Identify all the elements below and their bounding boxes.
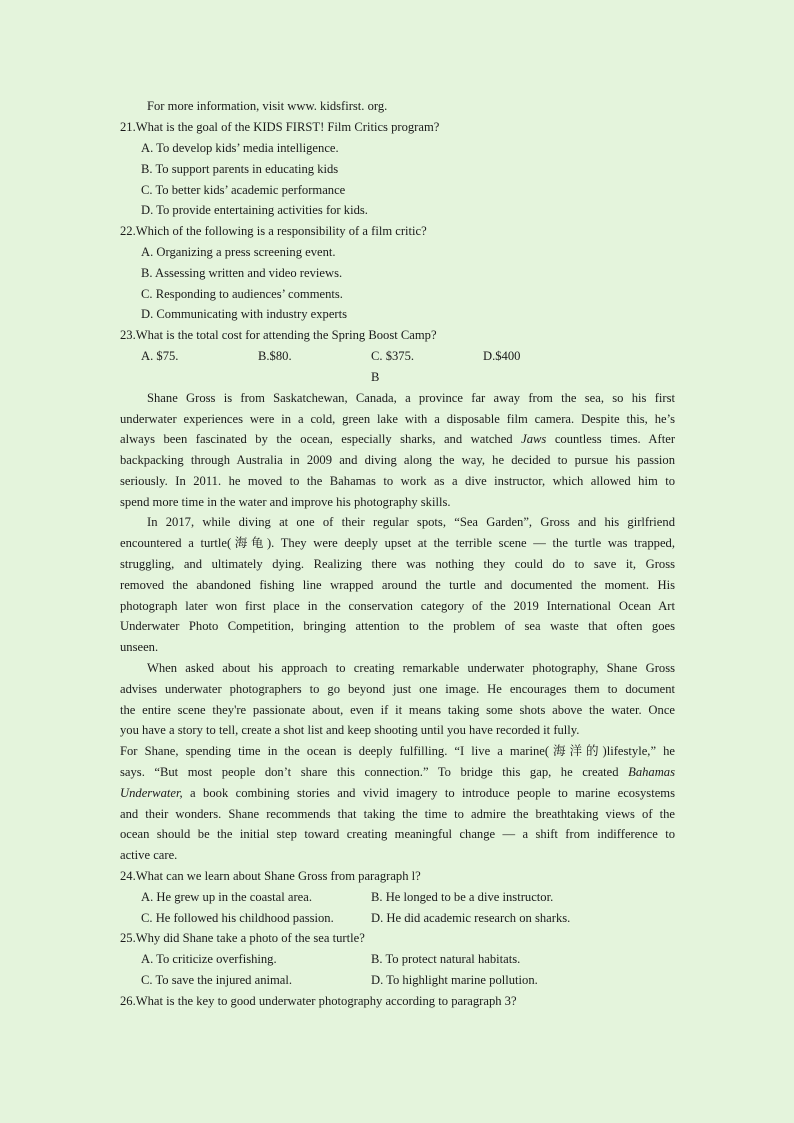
film-title-jaws: Jaws (521, 432, 547, 446)
passage-p3-line: the entire scene they're passionate about, even if it means taking some shots above the water. Once (120, 703, 675, 717)
passage-p3-line: you have a story to tell, create a shot list and keep shooting until you have recorded it fully. (120, 723, 580, 737)
info-line: For more information, visit www. kidsfirst. org. (147, 99, 388, 113)
question-25-option-b: B. To protect natural habitats. (371, 952, 521, 966)
passage-p3-line: advises underwater photographers to go beyond just one image. He encourages them to document (120, 682, 675, 696)
passage-p4-line: ocean should be the initial step toward creating meaningful change — a shift from indifference to (120, 827, 675, 841)
passage-p1-line: always been fascinated by the ocean, especially sharks, and watched Jaws countless times. After (120, 432, 676, 446)
passage-p2-line: Underwater Photo Competition, bringing attention to the problem of sea waste that often goes (120, 619, 675, 633)
question-23-stem: 23.What is the total cost for attending the Spring Boost Camp? (120, 328, 437, 342)
question-24-option-d: D. He did academic research on sharks. (371, 911, 571, 925)
question-22-option-a: A. Organizing a press screening event. (141, 245, 336, 259)
passage-p4-line: and their wonders. Shane recommends that taking the time to admire the breathtaking views of the (120, 807, 675, 821)
book-title-part: Underwater, (120, 786, 183, 800)
question-23-option-a: A. $75. (141, 349, 179, 363)
question-25-option-a: A. To criticize overfishing. (141, 952, 277, 966)
passage-p4-line: says. “But most people don’t share this connection.” To bridge this gap, he created Bahamas (120, 765, 676, 779)
question-26-stem: 26.What is the key to good underwater photography according to paragraph 3? (120, 994, 517, 1008)
question-23-answer: B (371, 370, 380, 384)
passage-p4-line: active care. (120, 848, 178, 862)
passage-p1-line: Shane Gross is from Saskatchewan, Canada, a province far away from the sea, so his first (147, 391, 675, 405)
question-24-option-a: A. He grew up in the coastal area. (141, 890, 312, 904)
question-22-option-d: D. Communicating with industry experts (141, 307, 348, 321)
question-24-stem: 24.What can we learn about Shane Gross from paragraph l? (120, 869, 421, 883)
passage-p1-line: seriously. In 2011. he moved to the Bahamas to work as a dive instructor, which allowed him to (120, 474, 675, 488)
question-21-option-b: B. To support parents in educating kids (141, 162, 339, 176)
passage-p2-line: struggling, and ultimately dying. Realizing there was nothing they could do to save it, Gross (120, 557, 675, 571)
question-22-option-c: C. Responding to audiences’ comments. (141, 287, 343, 301)
question-25-option-d: D. To highlight marine pollution. (371, 973, 538, 987)
question-25-option-c: C. To save the injured animal. (141, 973, 293, 987)
passage-p4-line: For Shane, spending time in the ocean is deeply fulfilling. “I live a marine(海洋的)lifestyle,” he (120, 744, 675, 758)
passage-p1-line: underwater experiences were in a cold, green lake with a disposable film camera. Despite this, he’s (120, 412, 675, 426)
passage-p1-line: backpacking through Australia in 2009 and diving along the way, he decided to pursue his passion (120, 453, 675, 467)
question-21-option-a: A. To develop kids’ media intelligence. (141, 141, 339, 155)
question-23-option-d: D.$400 (483, 349, 521, 363)
question-23-option-c: C. $375. (371, 349, 415, 363)
passage-p2-line: photograph later won first place in the conservation category of the 2019 International Ocean Art (120, 599, 675, 613)
question-22-stem: 22.Which of the following is a responsibility of a film critic? (120, 224, 427, 238)
passage-p1-line: spend more time in the water and improve his photography skills. (120, 495, 451, 509)
passage-p2-line: removed the abandoned fishing line wrapped around the turtle and documented the moment. His (120, 578, 675, 592)
question-21-option-c: C. To better kids’ academic performance (141, 183, 346, 197)
passage-p3-line: When asked about his approach to creating remarkable underwater photography, Shane Gross (147, 661, 675, 675)
passage-p2-line: In 2017, while diving at one of their regular spots, “Sea Garden”, Gross and his girlfriend (147, 515, 675, 529)
question-25-stem: 25.Why did Shane take a photo of the sea turtle? (120, 931, 365, 945)
passage-p4-line: Underwater, a book combining stories and vivid imagery to introduce people to marine ecosystems (120, 786, 675, 800)
question-23-option-b: B.$80. (258, 349, 292, 363)
question-22-option-b: B. Assessing written and video reviews. (141, 266, 343, 280)
book-title-part: Bahamas (628, 765, 676, 779)
question-24-option-b: B. He longed to be a dive instructor. (371, 890, 554, 904)
question-24-option-c: C. He followed his childhood passion. (141, 911, 334, 925)
passage-p2-line: unseen. (120, 640, 159, 654)
passage-p2-line: encountered a turtle(海龟). They were deeply upset at the terrible scene — the turtle was trapped, (120, 536, 675, 550)
question-21-stem: 21.What is the goal of the KIDS FIRST! Film Critics program? (120, 120, 440, 134)
question-21-option-d: D. To provide entertaining activities for kids. (141, 203, 368, 217)
